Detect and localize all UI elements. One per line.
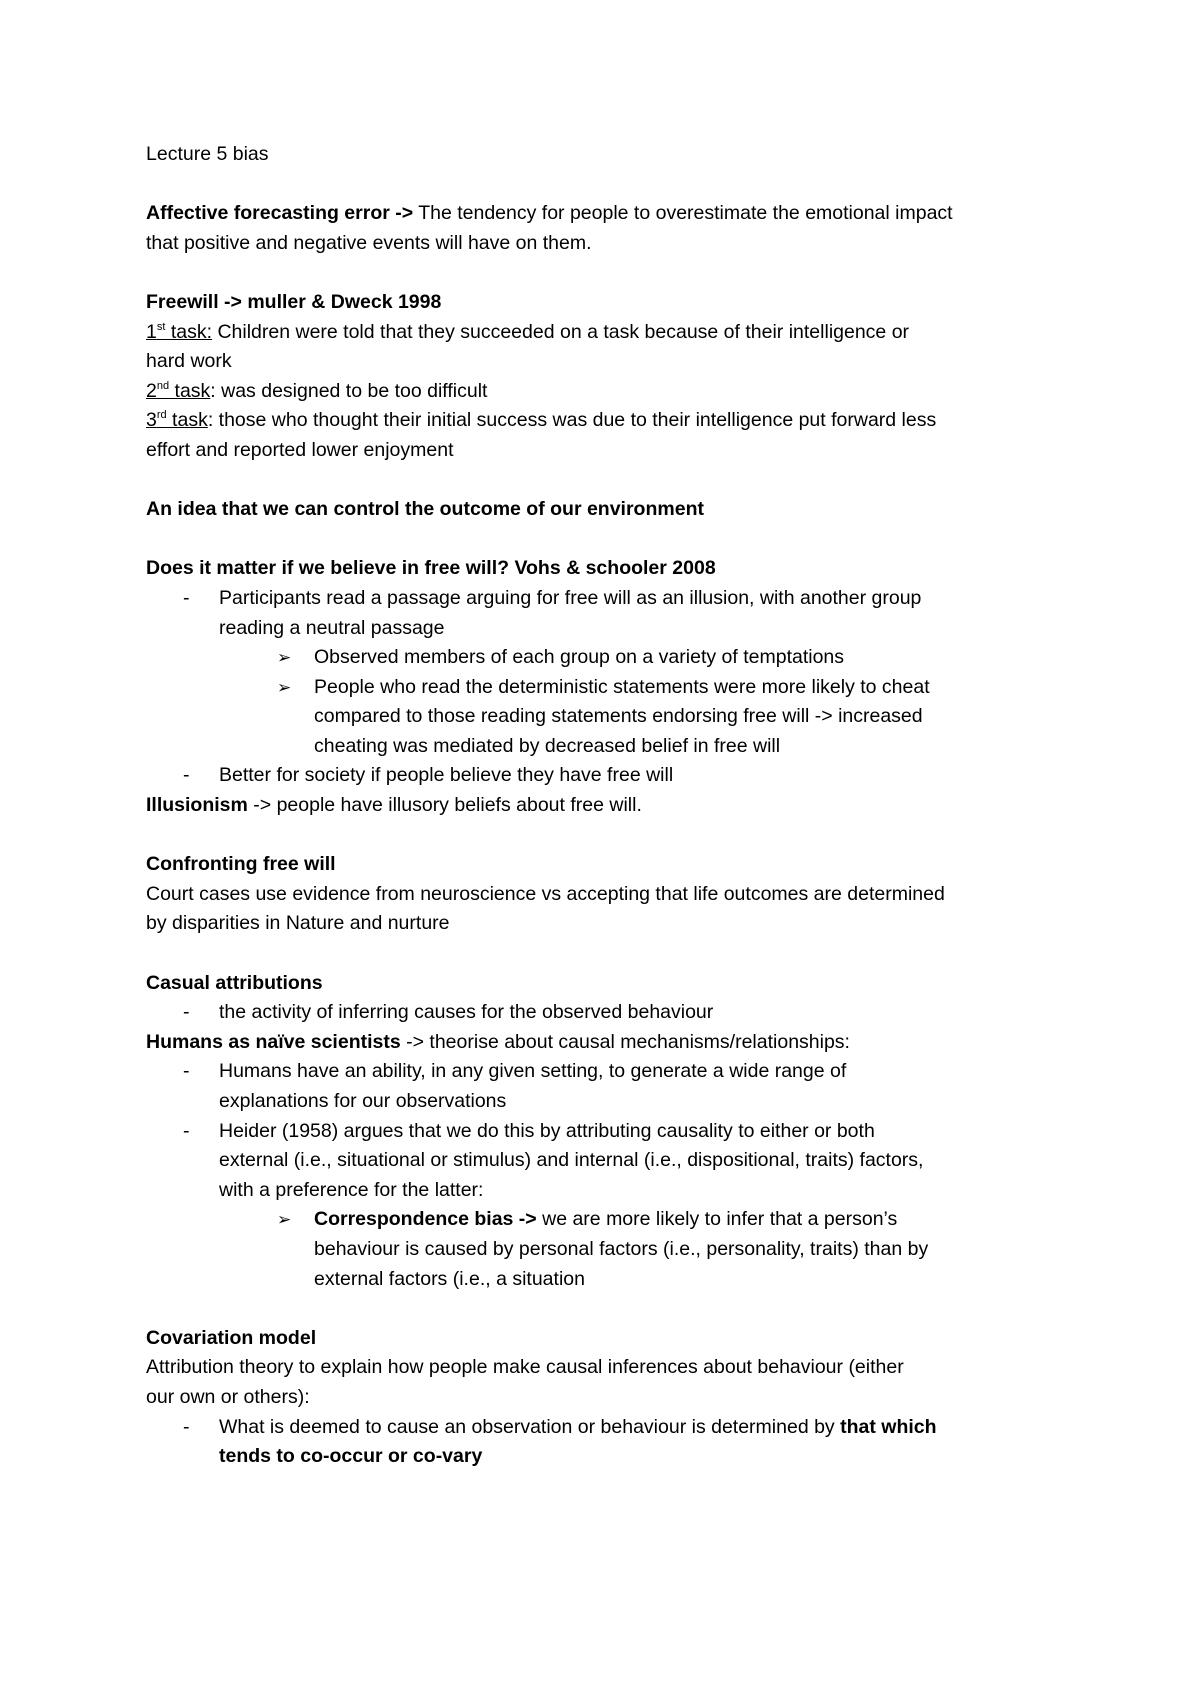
list-item: - the activity of inferring causes for the observed behaviour [146, 998, 1080, 1028]
list-item-cont: tends to co-occur or co-vary [219, 1445, 483, 1468]
task-3-line-cont: effort and reported lower enjoyment [146, 438, 454, 461]
document-title: Lecture 5 bias [146, 143, 269, 165]
task-2-line: 2nd task: was designed to be too difficult [146, 379, 488, 402]
confronting-text: Court cases use evidence from neuroscience vs accepting that life outcomes are determined [146, 882, 945, 905]
task-1-line: 1st task: Children were told that they succeeded on a task because of their intelligence or [146, 320, 910, 343]
covariation-heading: Covariation model [146, 1326, 317, 1349]
list-item-cont: external (i.e., situational or stimulus) and internal (i.e., dispositional, traits) factors, [219, 1149, 924, 1172]
idea-heading: An idea that we can control the outcome of our environment [146, 498, 704, 521]
list-item: - Participants read a passage arguing for free will as an illusion, with another group [146, 584, 1080, 614]
affective-forecasting-paragraph: Affective forecasting error -> The tendency for people to overestimate the emotional impact [146, 202, 953, 225]
list-item-cont: with a preference for the latter: [219, 1178, 484, 1201]
sub-list-item: ➢ People who read the deterministic statements were more likely to cheat [146, 673, 1080, 703]
dash-bullet: - [183, 1415, 190, 1438]
list-item: - Humans have an ability, in any given setting, to generate a wide range of [146, 1057, 1080, 1087]
dash-bullet: - [183, 1001, 190, 1024]
arrow-bullet-icon: ➢ [277, 677, 292, 697]
sub-list-item-cont: behaviour is caused by personal factors (i.e., personality, traits) than by [314, 1237, 929, 1260]
arrow-bullet-icon: ➢ [277, 1210, 292, 1230]
dash-bullet: - [183, 1060, 190, 1083]
list-item: - Heider (1958) argues that we do this by attributing causality to either or both [146, 1117, 1080, 1147]
dash-bullet: - [183, 764, 190, 787]
list-item-cont: reading a neutral passage [219, 616, 445, 639]
sub-list-item-cont: compared to those reading statements endorsing free will -> increased [314, 705, 923, 728]
sub-list-item-cont: external factors (i.e., a situation [314, 1267, 585, 1290]
confronting-heading: Confronting free will [146, 853, 336, 876]
naive-scientists-line: Humans as naïve scientists -> theorise about causal mechanisms/relationships: [146, 1030, 850, 1053]
affective-forecasting-term: Affective forecasting error -> [146, 202, 414, 225]
affective-forecasting-paragraph-cont: that positive and negative events will have on them. [146, 231, 592, 254]
list-item: - Better for society if people believe they have free will [146, 761, 1080, 791]
confronting-text-cont: by disparities in Nature and nurture [146, 912, 450, 935]
list-item-cont: explanations for our observations [219, 1090, 507, 1112]
vohs-heading: Does it matter if we believe in free will? Vohs & schooler 2008 [146, 557, 716, 580]
casual-heading: Casual attributions [146, 971, 323, 994]
dash-bullet: - [183, 1119, 190, 1142]
list-item: - What is deemed to cause an observation or behaviour is determined by that which [146, 1413, 1080, 1443]
freewill-heading: Freewill -> muller & Dweck 1998 [146, 290, 442, 313]
sub-list-item-cont: cheating was mediated by decreased belief in free will [314, 734, 781, 757]
dash-bullet: - [183, 586, 190, 609]
sub-list-item: ➢ Correspondence bias -> we are more likely to infer that a person’s [146, 1205, 1080, 1235]
sub-list-item: ➢ Observed members of each group on a variety of temptations [146, 643, 1080, 673]
task-1-line-cont: hard work [146, 350, 232, 373]
covariation-text-cont: our own or others): [146, 1385, 310, 1408]
illusionism-line: Illusionism -> people have illusory beliefs about free will. [146, 794, 642, 817]
arrow-bullet-icon: ➢ [277, 648, 292, 668]
task-3-line: 3rd task: those who thought their initial success was due to their intelligence put forward less [146, 409, 937, 432]
covariation-text: Attribution theory to explain how people make causal inferences about behaviour (either [146, 1356, 904, 1379]
